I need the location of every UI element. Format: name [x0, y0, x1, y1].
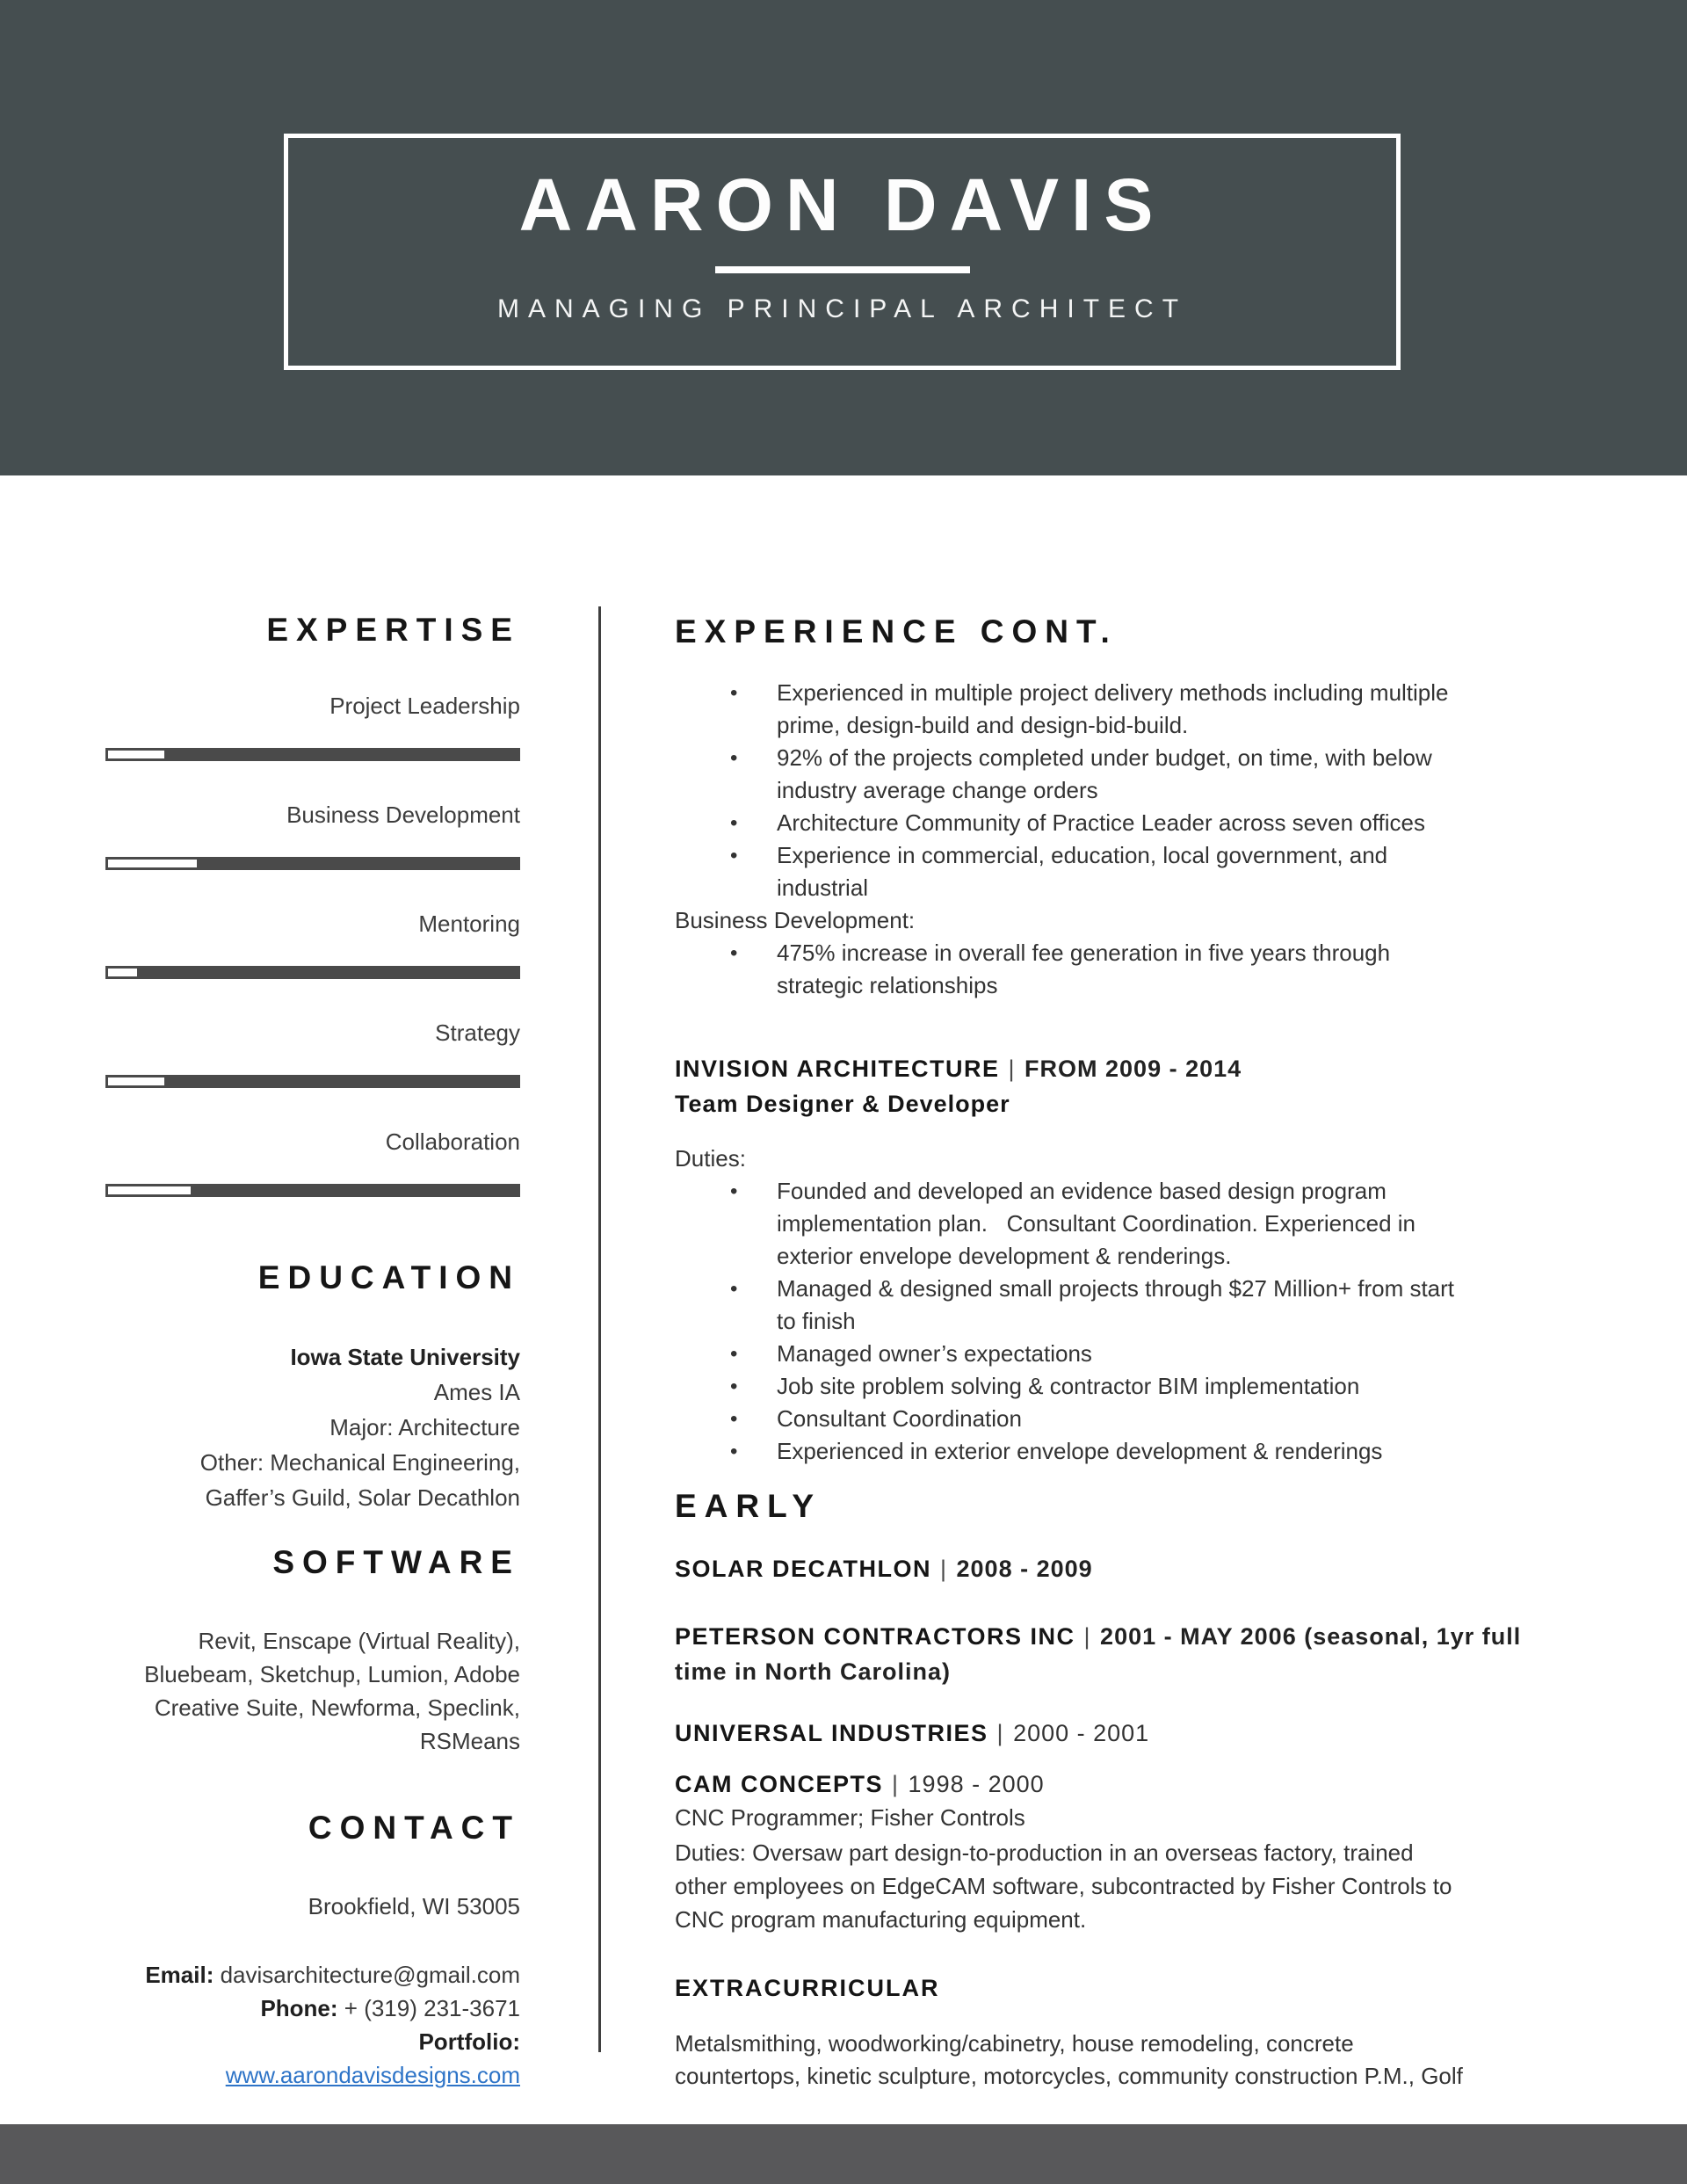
skill-collaboration	[105, 1128, 520, 1197]
name-underline	[715, 266, 970, 273]
skill-project-leadership	[105, 692, 520, 761]
bullet-icon: •	[730, 681, 738, 705]
bullet-line: prime, design-build and design-bid-build.	[777, 712, 1189, 738]
bullet-line: 475% increase in overall fee generation in five years through	[777, 940, 1391, 966]
skill-bar	[105, 857, 520, 870]
business-development-bullet-list	[675, 937, 1625, 1002]
bullet-item	[675, 1273, 1625, 1338]
education-line: Other: Mechanical Engineering,	[199, 1449, 520, 1476]
company-dates: 2000 - 2001	[1013, 1720, 1150, 1746]
header-band	[0, 0, 1687, 475]
bullet-line: implementation plan. Consultant Coordination. Experienced in	[777, 1210, 1415, 1237]
universal-heading	[675, 1716, 1625, 1751]
bullet-line: Experience in commercial, education, local government, and	[777, 842, 1388, 868]
bullet-icon: •	[730, 811, 738, 835]
skill-fill	[108, 860, 197, 867]
skill-bar	[105, 966, 520, 979]
column-divider	[598, 606, 601, 2052]
bullet-line: industrial	[777, 874, 869, 901]
bullet-item	[675, 1370, 1625, 1403]
company-name: CAM CONCEPTS	[675, 1771, 884, 1797]
software-line: RSMeans	[419, 1728, 520, 1754]
portfolio-label: Portfolio:	[418, 2028, 520, 2055]
phone-label: Phone:	[260, 1995, 338, 2021]
skill-bar	[105, 1075, 520, 1088]
bullet-icon: •	[730, 746, 738, 770]
skill-fill	[108, 1077, 164, 1085]
duties-line: Duties: Oversaw part design-to-production in an overseas factory, trained	[675, 1839, 1414, 1866]
portfolio-link-row	[105, 2058, 520, 2092]
experience-cont-heading: EXPERIENCE CONT.	[675, 613, 1118, 649]
bullet-line: Managed & designed small projects through $27 Million+ from start	[777, 1275, 1455, 1302]
contact-heading: CONTACT	[308, 1810, 520, 1846]
education-heading: EDUCATION	[257, 1259, 520, 1295]
experience-bullet-list	[675, 677, 1625, 904]
pipe-separator: |	[1008, 1056, 1017, 1082]
peterson-heading	[675, 1619, 1625, 1689]
main-content	[675, 613, 1625, 2093]
bullet-line: Managed owner’s expectations	[777, 1340, 1092, 1367]
skill-label: Business Development	[286, 802, 520, 828]
skill-label: Mentoring	[418, 911, 520, 937]
bullet-icon: •	[730, 1342, 738, 1366]
email-label: Email:	[145, 1962, 214, 1988]
skill-business-development	[105, 801, 520, 870]
bullet-line: Experienced in multiple project delivery methods including multiple	[777, 679, 1449, 706]
bullet-icon: •	[730, 941, 738, 965]
skill-label: Project Leadership	[329, 693, 520, 719]
solar-decathlon-heading	[675, 1551, 1625, 1586]
bullet-line: strategic relationships	[777, 972, 998, 998]
company-dates: FROM 2009 - 2014	[1025, 1056, 1242, 1082]
bullet-icon: •	[730, 1440, 738, 1463]
company-dates: 1998 - 2000	[908, 1771, 1045, 1797]
bullet-line: industry average change orders	[777, 777, 1098, 803]
company-name: PETERSON CONTRACTORS INC	[675, 1623, 1075, 1650]
bullet-item	[675, 742, 1625, 807]
bullet-item	[675, 807, 1625, 839]
education-line: Ames IA	[433, 1379, 520, 1405]
extracurricular-text	[675, 2028, 1625, 2093]
duties-label: Duties:	[675, 1145, 746, 1172]
bullet-item	[675, 1403, 1625, 1435]
company-name: UNIVERSAL INDUSTRIES	[675, 1720, 988, 1746]
skill-mentoring	[105, 910, 520, 979]
extracurricular-line: Metalsmithing, woodworking/cabinetry, house remodeling, concrete	[675, 2030, 1354, 2057]
bullet-item	[675, 1435, 1625, 1468]
bullet-item	[675, 839, 1625, 904]
bullet-line: Consultant Coordination	[777, 1405, 1022, 1432]
left-sidebar	[105, 611, 520, 2092]
company-name: SOLAR DECATHLON	[675, 1556, 931, 1582]
skill-strategy	[105, 1019, 520, 1088]
bullet-line: Founded and developed an evidence based design program	[777, 1178, 1387, 1204]
bullet-line: to finish	[777, 1308, 856, 1334]
skill-bar	[105, 748, 520, 761]
education-line: Gaffer’s Guild, Solar Decathlon	[205, 1484, 520, 1511]
education-line: Major: Architecture	[329, 1414, 520, 1440]
phone-value: + (319) 231-3671	[344, 1995, 520, 2021]
bullet-icon: •	[730, 1179, 738, 1203]
bullet-icon: •	[730, 1277, 738, 1301]
skill-label: Strategy	[435, 1019, 520, 1046]
business-development-note: Business Development:	[675, 907, 916, 933]
bullet-line: exterior envelope development & renderings.	[777, 1243, 1232, 1269]
skill-label: Collaboration	[385, 1128, 520, 1155]
skill-bar	[105, 1184, 520, 1197]
software-line: Creative Suite, Newforma, Speclink,	[154, 1694, 520, 1721]
person-title: MANAGING PRINCIPAL ARCHITECT	[496, 294, 1188, 323]
extracurricular-heading: EXTRACURRICULAR	[675, 1975, 940, 2001]
bullet-icon: •	[730, 1407, 738, 1431]
duties-line: CNC program manufacturing equipment.	[675, 1906, 1087, 1933]
pipe-separator: |	[996, 1720, 1005, 1746]
cam-concepts-heading	[675, 1767, 1625, 1802]
invision-role: Team Designer & Developer	[675, 1091, 1010, 1117]
duties-line: other employees on EdgeCAM software, subcontracted by Fisher Controls to	[675, 1873, 1452, 1899]
expertise-heading: EXPERTISE	[266, 612, 520, 648]
bullet-line: 92% of the projects completed under budget, on time, with below	[777, 744, 1432, 771]
pipe-separator: |	[1083, 1623, 1092, 1650]
company-name: INVISION ARCHITECTURE	[675, 1056, 1000, 1082]
invision-heading	[675, 1051, 1625, 1086]
bullet-item	[675, 1175, 1625, 1273]
pipe-separator: |	[892, 1771, 900, 1797]
software-line: Revit, Enscape (Virtual Reality),	[198, 1628, 520, 1654]
bullet-line: Job site problem solving & contractor BIM implementation	[777, 1373, 1360, 1399]
bullet-item	[675, 677, 1625, 742]
company-dates-line2: time in North Carolina)	[675, 1658, 952, 1685]
software-heading: SOFTWARE	[272, 1544, 520, 1580]
title-box	[284, 134, 1401, 370]
education-school: Iowa State University	[290, 1344, 520, 1370]
contact-email-row	[105, 1958, 520, 1992]
bullet-icon: •	[730, 1375, 738, 1398]
bullet-icon: •	[730, 844, 738, 867]
bullet-item	[675, 937, 1625, 1002]
contact-phone-row	[105, 1992, 520, 2025]
bullet-line: Experienced in exterior envelope development & renderings	[777, 1438, 1383, 1464]
portfolio-link[interactable]: www.aarondavisdesigns.com	[225, 2062, 520, 2088]
skill-fill	[108, 751, 164, 758]
cam-role: CNC Programmer; Fisher Controls	[675, 1804, 1025, 1831]
email-value: davisarchitecture@gmail.com	[220, 1962, 520, 1988]
software-line: Bluebeam, Sketchup, Lumion, Adobe	[144, 1661, 520, 1687]
person-name: AARON DAVIS	[518, 163, 1166, 246]
skill-fill	[108, 1186, 191, 1194]
invision-duties-list	[675, 1175, 1625, 1468]
cam-duties	[675, 1836, 1625, 1936]
contact-address: Brookfield, WI 53005	[308, 1893, 520, 1919]
portfolio-label-row	[105, 2025, 520, 2058]
skill-fill	[108, 969, 137, 976]
bullet-item	[675, 1338, 1625, 1370]
company-dates: 2001 - MAY 2006 (seasonal, 1yr full	[1100, 1623, 1522, 1650]
bullet-line: Architecture Community of Practice Leader across seven offices	[777, 809, 1425, 836]
company-dates: 2008 - 2009	[956, 1556, 1093, 1582]
early-heading: EARLY	[675, 1488, 822, 1524]
extracurricular-line: countertops, kinetic sculpture, motorcycles, community construction P.M., Golf	[675, 2063, 1463, 2089]
footer-band	[0, 2124, 1687, 2184]
pipe-separator: |	[940, 1556, 948, 1582]
